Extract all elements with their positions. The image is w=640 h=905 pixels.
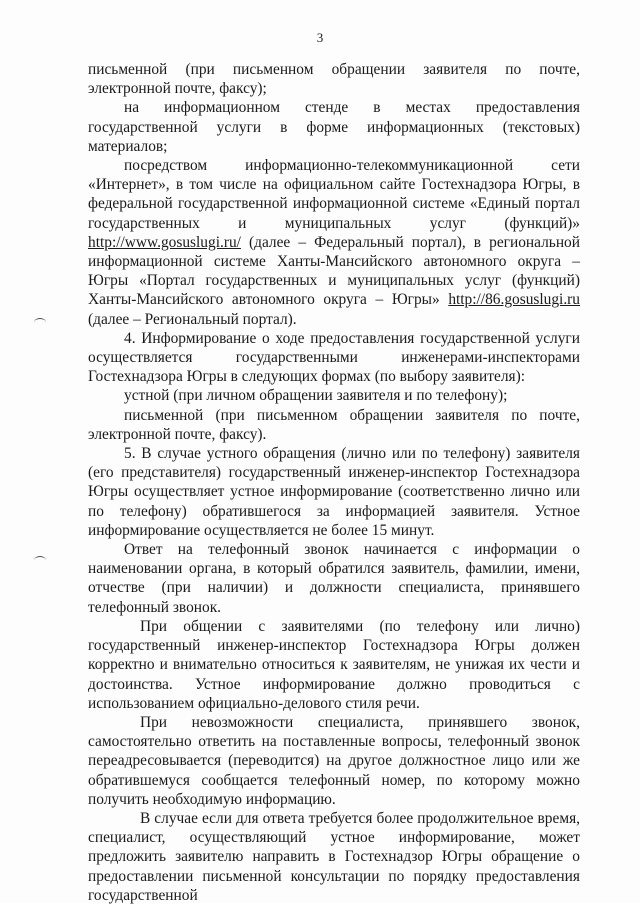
paragraph bbox=[88, 156, 580, 329]
url-link[interactable]: http://www.gosuslugi.ru/ bbox=[88, 233, 241, 251]
paragraph-text: 5. В случае устного обращения (лично или по телефону) заявителя (его представителя) государственный инженер-инспектор Гостехнадзора Югры осуществляет устное информирование (соответственно лично или по телефону) обратившегося за информацией заявителя. Устное информирование осуществляется не более 15 минут. bbox=[88, 445, 580, 539]
margin-mark bbox=[34, 556, 46, 565]
paragraph-text: письменной (при письменном обращении заявителя по почте, электронной почте, факсу); bbox=[88, 61, 580, 98]
paragraph bbox=[88, 809, 580, 905]
paragraph-text: 4. Информирование о ходе предоставления государственной услуги осуществляется государственными инженерами-инспекторами Гостехнадзора Югры в следующих формах (по выбору заявителя): bbox=[88, 329, 580, 386]
paragraph-text: устной (при личном обращении заявителя и по телефону); bbox=[124, 387, 508, 405]
paragraph bbox=[88, 617, 580, 713]
paragraph bbox=[88, 444, 580, 540]
paragraph-text: (далее – Региональный портал). bbox=[88, 310, 297, 328]
paragraph-text: В случае если для ответа требуется более продолжительное время, специалист, осуществляющий устное информирование, может предложить заявителю направить в Гостехнадзор Югры обращение о предоставлении письменной консультации по порядку предоставления государственной bbox=[88, 809, 580, 904]
paragraph bbox=[88, 98, 580, 156]
paragraph bbox=[88, 386, 580, 405]
paragraph bbox=[88, 60, 580, 98]
paragraph-text: Ответ на телефонный звонок начинается с информации о наименовании органа, в который обратился заявитель, фамилии, имени, отчестве (при наличии) и должности специалиста, принявшего телефонный звонок. bbox=[88, 541, 580, 616]
margin-mark bbox=[34, 318, 46, 327]
document-body bbox=[88, 60, 580, 905]
paragraph bbox=[88, 329, 580, 387]
paragraph bbox=[88, 406, 580, 444]
paragraph-text: письменной (при письменном обращении заявителя по почте, электронной почте, факсу). bbox=[88, 406, 580, 443]
paragraph bbox=[88, 713, 580, 809]
paragraph bbox=[88, 540, 580, 617]
paragraph-text: При общении с заявителями (по телефону или лично) государственный инженер-инспектор Гостехнадзора Югры должен корректно и внимательно относиться к заявителям, не унижая их чести и достоинства. Устное информирование должно проводиться с использованием официально-делового стиля речи. bbox=[88, 617, 580, 712]
paragraph-text: на информационном стенде в местах предоставления государственной услуги в форме информационных (текстовых) материалов; bbox=[88, 99, 580, 155]
paragraph-text: При невозможности специалиста, принявшего звонок, самостоятельно ответить на поставленные вопросы, телефонный звонок переадресовывается (переводится) на другое должностное лицо или же обратившемуся сообщается телефонный номер, по которому можно получить необходимую информацию. bbox=[88, 713, 580, 808]
page-number: 3 bbox=[316, 30, 324, 45]
paragraph-text: (далее – Федеральный портал), в региональной информационной системе Ханты-Мансийского автономного округа – Югры «Портал государственных и муниципальных услуг (функций) Ханты-Мансийского автономного округа – Югры» bbox=[88, 233, 580, 309]
url-link[interactable]: http://86.gosuslugi.ru bbox=[448, 291, 580, 309]
paragraph-text: посредством информационно-телекоммуникационной сети «Интернет», в том числе на официальном сайте Гостехнадзора Югры, в федеральной государственной информационной системе «Единый портал государственных и муниципальных услуг (функций)» bbox=[88, 157, 580, 232]
